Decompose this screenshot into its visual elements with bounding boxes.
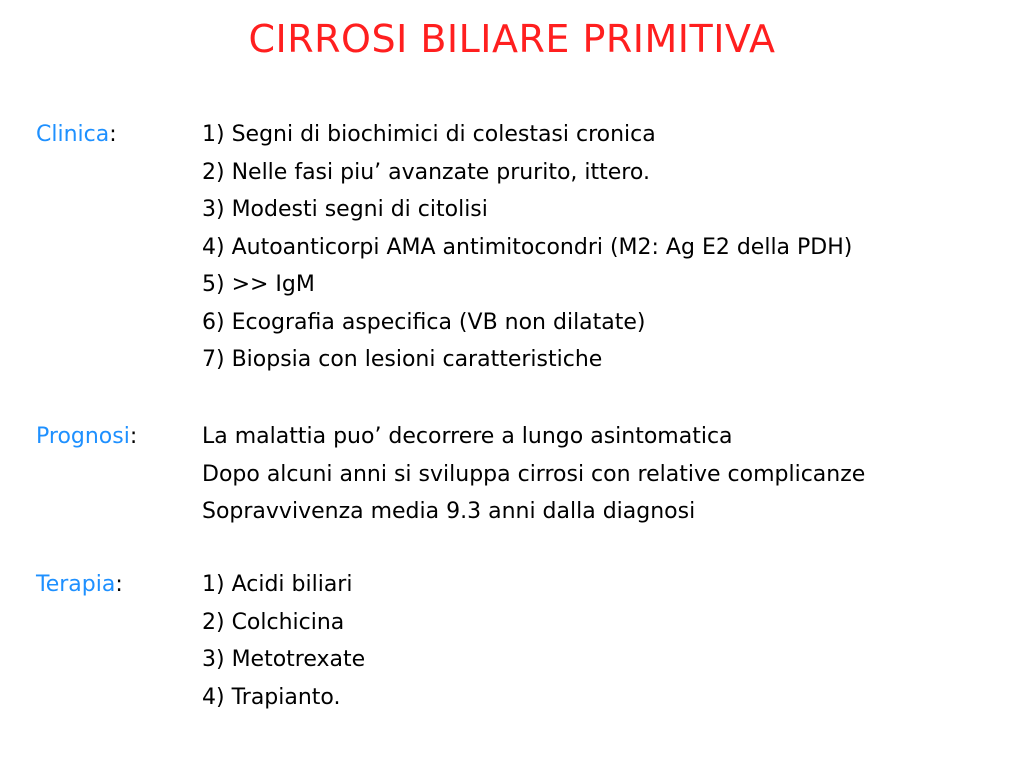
section-label-prognosi (36, 418, 137, 456)
list-item: Sopravvivenza media 9.3 anni dalla diagnosi (202, 499, 696, 524)
list-item: 3) Metotrexate (202, 647, 366, 672)
label-word: Clinica (36, 122, 110, 147)
label-word: Terapia (36, 572, 116, 597)
list-item: 6) Ecografia aspecifica (VB non dilatate) (202, 309, 646, 335)
list-item: 2) Nelle fasi piu’ avanzate prurito, ittero. (202, 159, 650, 185)
label-word: Prognosi (36, 424, 130, 449)
label-colon: : (129, 424, 138, 449)
section-label-clinica (36, 116, 117, 154)
terapia-list (202, 566, 365, 716)
list-item: 1) Segni di biochimici di colestasi cronica (202, 122, 656, 147)
prognosi-list (202, 418, 865, 531)
list-item: 1) Acidi biliari (202, 572, 353, 597)
list-item: Dopo alcuni anni si sviluppa cirrosi con relative complicanze (202, 461, 866, 487)
slide-title: CIRROSI BILIARE PRIMITIVA (248, 17, 776, 61)
list-item: 4) Trapianto. (202, 684, 341, 710)
list-item: 3) Modesti segni di citolisi (202, 197, 488, 222)
list-item: La malattia puo’ decorrere a lungo asintomatica (202, 424, 733, 449)
list-item: 7) Biopsia con lesioni caratteristiche (202, 347, 603, 372)
label-colon: : (109, 122, 117, 147)
list-item: 2) Colchicina (202, 609, 345, 635)
list-item: 5) >> IgM (202, 272, 315, 297)
label-colon: : (115, 572, 123, 597)
clinica-list (202, 116, 852, 379)
list-item: 4) Autoanticorpi AMA antimitocondri (M2: Ag E2 della PDH) (202, 234, 853, 260)
section-label-terapia (36, 566, 123, 604)
